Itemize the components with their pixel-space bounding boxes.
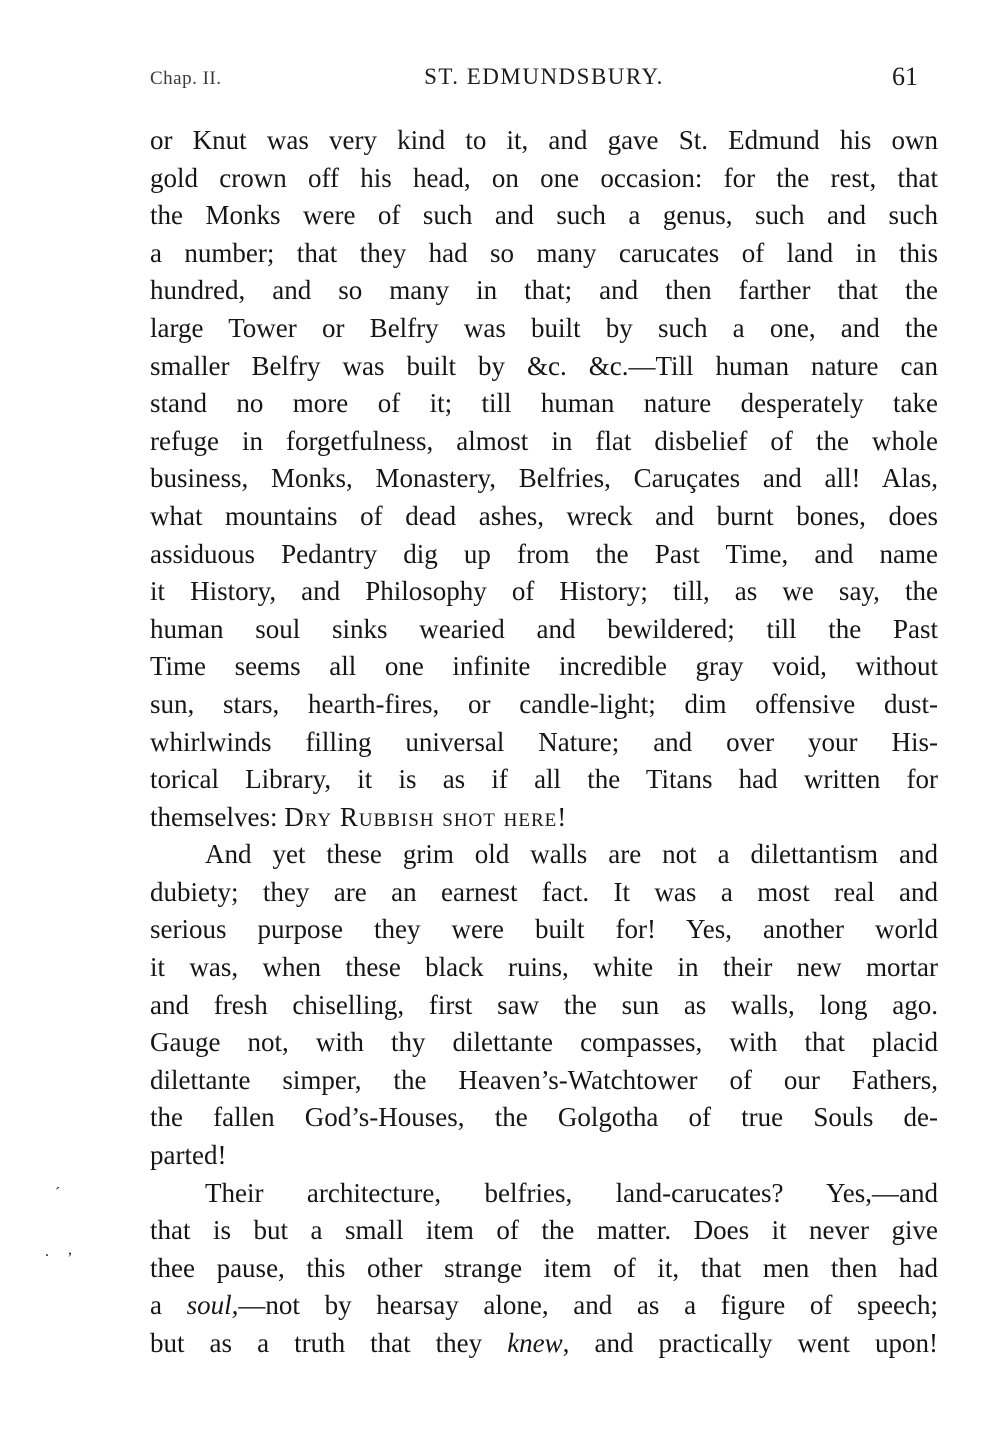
text-segment: Gauge not, with thy dilettante compasses, with that placid [150,1027,938,1058]
text-segment: but as a truth that they [150,1328,508,1358]
paragraph [150,122,938,836]
text-segment: large Tower or Belfry was built by such a one, and the [150,312,938,343]
text-line [150,949,938,987]
text-segment: Time seems all one infinite incredible gray void, without [150,651,938,682]
text-segment: human soul sinks wearied and bewildered; till the Past [150,613,938,644]
text-line [150,272,938,310]
text-segment: and fresh chiselling, first saw the sun as walls, long ago. [150,989,938,1020]
text-line [150,573,938,611]
text-segment: hundred, and so many in that; and then farther that the [150,275,938,306]
text-line [150,1175,938,1213]
text-line [150,1250,938,1288]
text-line [150,761,938,799]
paragraph [150,836,938,1174]
smallcaps-text: Dry Rubbish shot here! [284,801,568,832]
text-line [150,460,938,498]
text-line [150,724,938,762]
page-title: ST. EDMUNDSBURY. [424,64,664,89]
text-line [150,648,938,686]
text-line [150,1287,938,1325]
text-segment: or Knut was very kind to it, and gave St. Edmund his own [150,125,938,155]
text-line [150,836,938,874]
text-segment: whirlwinds filling universal Nature; and over your His- [150,726,938,757]
text-segment: what mountains of dead ashes, wreck and burnt bones, does [150,500,938,531]
chapter-label: Chap. II. [150,68,222,89]
page-number: 61 [892,62,918,91]
text-segment: And yet these grim old walls are not a dilettantism and [205,839,938,870]
text-line [150,348,938,386]
text-segment: assiduous Pedantry dig up from the Past Time, and name [150,538,938,569]
text-segment: dubiety; they are an earnest fact. It was a most real and [150,876,938,907]
text-line [150,235,938,273]
text-line [150,1137,938,1175]
text-segment: dilettante simper, the Heaven’s-Watchtower of our Fathers, [150,1064,938,1095]
text-segment: torical Library, it is as if all the Titans had written for [150,764,938,795]
text-line [150,911,938,949]
text-line [150,197,938,235]
text-line [150,611,938,649]
running-head [150,62,938,94]
text-line [150,1062,938,1100]
text-segment: business, Monks, Monastery, Belfries, Caruçates and all! Alas, [150,463,938,494]
text-segment: it History, and Philosophy of History; till, as we say, the [150,576,938,607]
text-segment: Their architecture, belfries, land-carucates? Yes,—and [205,1177,938,1208]
text-segment: refuge in forgetfulness, almost in flat disbelief of the whole [150,425,938,456]
text-line [150,987,938,1025]
paragraph [150,1175,938,1363]
text-line [150,122,938,160]
text-segment: the fallen God’s-Houses, the Golgotha of true Souls de- [150,1102,938,1133]
scan-artifact: , [68,1241,72,1258]
text-segment: a [150,1290,187,1321]
text-segment: parted! [150,1140,227,1171]
text-line [150,423,938,461]
text-line [150,1099,938,1137]
scan-artifact: ´ [55,1185,61,1202]
text-segment: gold crown off his head, on one occasion: for the rest, that [150,162,938,193]
text-segment: , and practically went upon! [562,1328,938,1358]
text-line [150,1212,938,1250]
text-segment: stand no more of it; till human nature desperately take [150,388,938,419]
text-line [150,1024,938,1062]
text-segment: sun, stars, hearth-fires, or candle-light; dim offensive dust- [150,688,938,719]
text-line [150,310,938,348]
text-segment: the Monks were of such and such a genus, such and such [150,200,938,231]
text-block [150,122,938,1363]
text-line [150,686,938,724]
text-line [150,874,938,912]
text-line [150,498,938,536]
italic-text: knew [507,1328,563,1358]
text-segment: it was, when these black ruins, white in their new mortar [150,952,938,983]
text-line [150,799,938,837]
text-segment: serious purpose they were built for! Yes, another world [150,914,938,945]
text-line [150,536,938,574]
text-segment: —not by hearsay alone, and as a figure of speech; [238,1290,938,1321]
text-segment: smaller Belfry was built by &c. &c.—Till human nature can [150,350,938,381]
text-segment: that is but a small item of the matter. Does it never give [150,1215,938,1246]
text-segment: themselves: [150,801,285,832]
text-line [150,385,938,423]
scan-artifact: . [45,1243,49,1260]
text-segment: a number; that they had so many carucates of land in this [150,237,938,268]
italic-text: soul, [186,1290,239,1321]
text-segment: thee pause, this other strange item of it, that men then had [150,1252,938,1283]
text-line [150,1325,938,1363]
text-line [150,160,938,198]
